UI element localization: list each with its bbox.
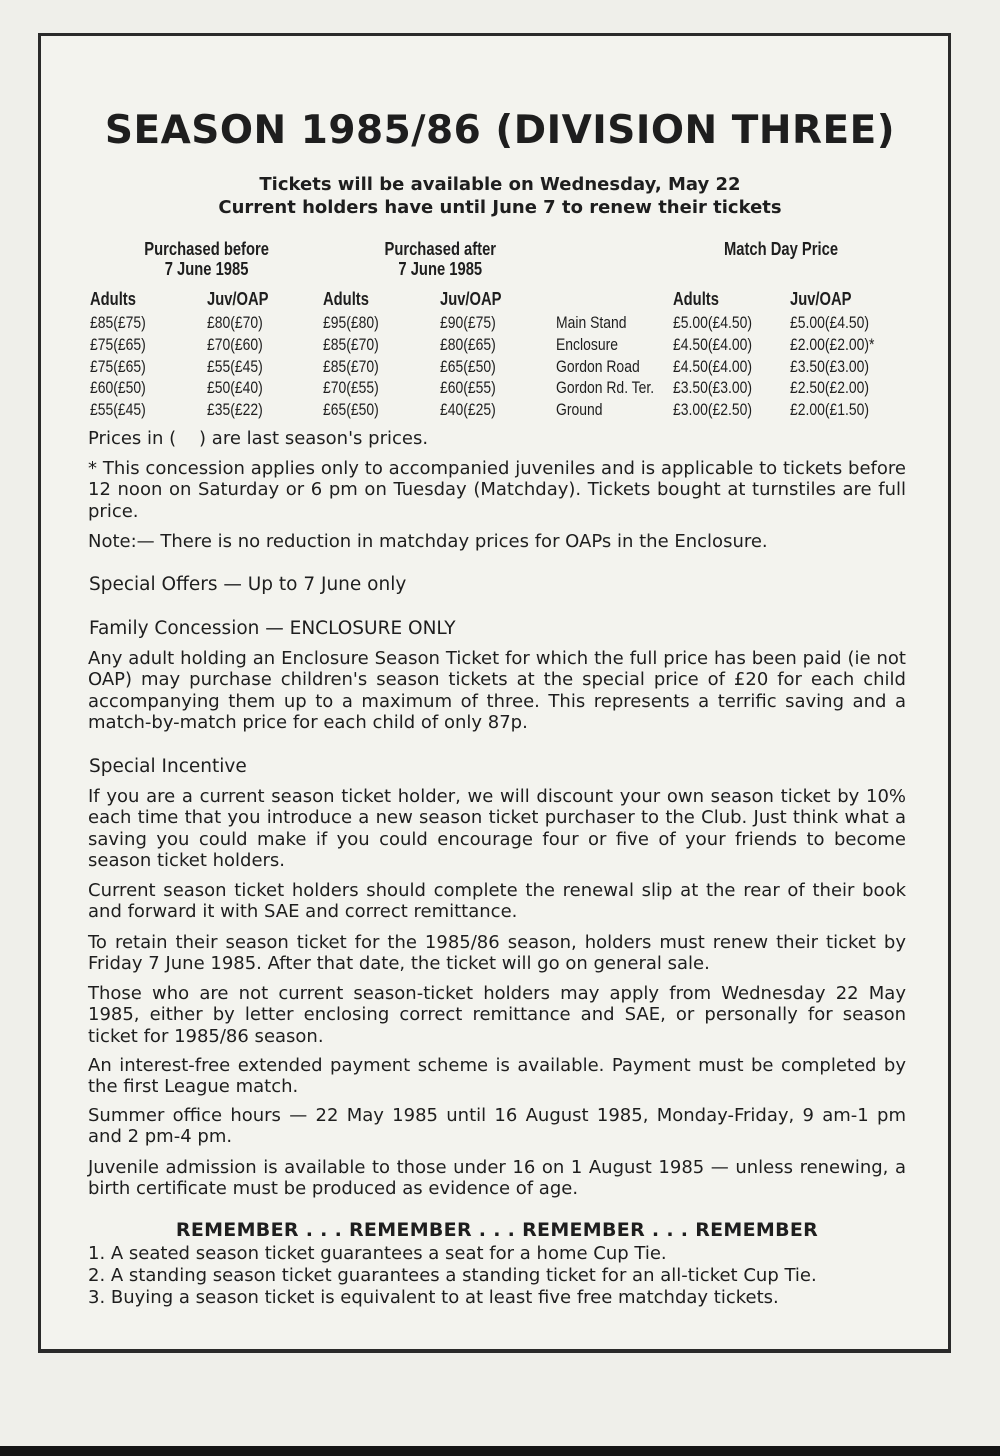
purchased-before-heading-line2: 7 June 1985: [164, 259, 249, 279]
list-item: 1. A seated season ticket guarantees a seat for a home Cup Tie.: [88, 1243, 667, 1264]
prices-note: Prices in ( ) are last season's prices.: [88, 428, 429, 449]
area-cell: Gordon Rd. Ter.: [556, 378, 655, 398]
match-day-heading: Match Day Price: [724, 239, 839, 259]
list-item: 2. A standing season ticket guarantees a standing ticket for an all-ticket Cup Tie.: [88, 1264, 817, 1286]
after-adults-column: [323, 312, 379, 421]
before-adults-column: [90, 312, 146, 421]
price-cell: £3.00(£2.50): [673, 400, 753, 420]
price-cell: £35(£22): [207, 400, 263, 420]
incentive-paragraph: If you are a current season ticket holder, we will discount your own season ticket by 10% each time that you introduce a new season ticket purchaser to the Club. Just think what a saving you could make if you could encourage four or five of your friends to become season ticket holders.: [88, 786, 906, 871]
purchased-before-heading-line1: Purchased before: [144, 239, 269, 259]
list-item: 3. Buying a season ticket is equivalent to at least five free matchday tickets.: [88, 1286, 779, 1308]
price-cell: £2.00(£1.50): [790, 400, 870, 420]
renewal-deadline-line: Current holders have until June 7 to renew their tickets: [218, 197, 782, 218]
price-cell: £5.00(£4.50): [673, 313, 753, 332]
price-cell: £50(£40): [207, 378, 263, 398]
incentive-paragraph: Those who are not current season-ticket holders may apply from Wednesday 22 May 1985, either by letter enclosing correct remittance and SAE, or personally for season ticket for 1985/86 season.: [88, 983, 906, 1047]
after-adults-header: Adults: [323, 289, 369, 309]
price-cell: £80(£70): [207, 313, 263, 332]
price-cell: £70(£60): [207, 334, 263, 354]
price-cell: £4.50(£4.00): [673, 356, 753, 376]
purchased-after-heading-line2: 7 June 1985: [398, 259, 483, 279]
incentive-paragraph: Juvenile admission is available to those under 16 on 1 August 1985 — unless renewing, a birth certificate must be produced as evidence of age.: [88, 1157, 906, 1200]
remember-heading: REMEMBER . . . REMEMBER . . . REMEMBER . . . REMEMBER: [175, 1219, 819, 1241]
purchased-after-heading: [380, 239, 501, 279]
price-cell: £90(£75): [440, 313, 496, 332]
price-cell: £75(£65): [90, 334, 146, 354]
price-cell: £55(£45): [90, 400, 146, 420]
area-cell: Main Stand: [556, 313, 627, 332]
before-juv-column: [207, 312, 263, 421]
family-concession-text: Any adult holding an Enclosure Season Ticket for which the full price has been paid (ie not OAP) may purchase children's season tickets at the special price of £20 for each child accompanying them up to a maximum of three. This represents a terrific saving and a match-by-match price for each child of only 87p.: [88, 648, 906, 733]
price-cell: £5.00(£4.50): [790, 313, 870, 332]
incentive-paragraph: An interest-free extended payment scheme is available. Payment must be completed by the first League match.: [88, 1055, 906, 1098]
price-cell: £60(£50): [90, 378, 146, 398]
area-cell: Ground: [556, 400, 603, 420]
price-cell: £55(£45): [207, 356, 263, 376]
price-cell: £2.00(£2.00)*: [790, 334, 875, 354]
remember-list: [88, 1243, 817, 1308]
after-juv-column: [440, 312, 496, 421]
price-cell: £4.50(£4.00): [673, 334, 753, 354]
matchday-juv-column: [790, 312, 874, 421]
incentive-paragraph: Summer office hours — 22 May 1985 until 16 August 1985, Monday-Friday, 9 am-1 pm and 2 pm-4 pm.: [88, 1105, 906, 1148]
price-cell: £75(£65): [90, 356, 146, 376]
incentive-paragraph: Current season ticket holders should complete the renewal slip at the rear of their book and forward it with SAE and correct remittance.: [88, 880, 906, 923]
concession-note: * This concession applies only to accompanied juveniles and is applicable to tickets before 12 noon on Saturday or 6 pm on Tuesday (Matchday). Tickets bought at turnstiles are full price.: [88, 458, 906, 522]
price-cell: £95(£80): [323, 313, 379, 332]
matchday-juv-header: Juv/OAP: [790, 289, 852, 309]
page-title: SEASON 1985/86 (DIVISION THREE): [104, 108, 896, 153]
incentive-paragraph: To retain their season ticket for the 1985/86 season, holders must renew their ticket by Friday 7 June 1985. After that date, the ticket will go on general sale.: [88, 932, 906, 975]
availability-line: Tickets will be available on Wednesday, May 22: [259, 174, 741, 195]
price-cell: £65(£50): [323, 400, 379, 420]
price-cell: £3.50(£3.00): [790, 356, 870, 376]
purchased-before-heading: [141, 239, 272, 279]
page-bottom-edge: [0, 1446, 1000, 1456]
price-cell: £80(£65): [440, 334, 496, 354]
price-cell: £40(£25): [440, 400, 496, 420]
purchased-after-heading-line1: Purchased after: [384, 239, 497, 259]
matchday-adults-column: [673, 312, 752, 421]
special-incentive-heading: Special Incentive: [89, 756, 247, 777]
matchday-area-column: [556, 312, 654, 421]
price-cell: £85(£75): [90, 313, 146, 332]
price-cell: £60(£55): [440, 378, 496, 398]
price-cell: £65(£50): [440, 356, 496, 376]
after-juv-header: Juv/OAP: [440, 289, 502, 309]
price-cell: £70(£55): [323, 378, 379, 398]
price-cell: £85(£70): [323, 356, 379, 376]
matchday-adults-header: Adults: [673, 289, 719, 309]
family-concession-heading: Family Concession — ENCLOSURE ONLY: [89, 618, 456, 639]
price-cell: £3.50(£3.00): [673, 378, 753, 398]
price-cell: £85(£70): [323, 334, 379, 354]
area-cell: Gordon Road: [556, 356, 640, 376]
area-cell: Enclosure: [556, 334, 618, 354]
oap-note: Note:— There is no reduction in matchday prices for OAPs in the Enclosure.: [88, 531, 768, 552]
before-juv-header: Juv/OAP: [207, 289, 269, 309]
special-offers-heading: Special Offers — Up to 7 June only: [89, 574, 407, 595]
before-adults-header: Adults: [90, 289, 136, 309]
price-cell: £2.50(£2.00): [790, 378, 870, 398]
